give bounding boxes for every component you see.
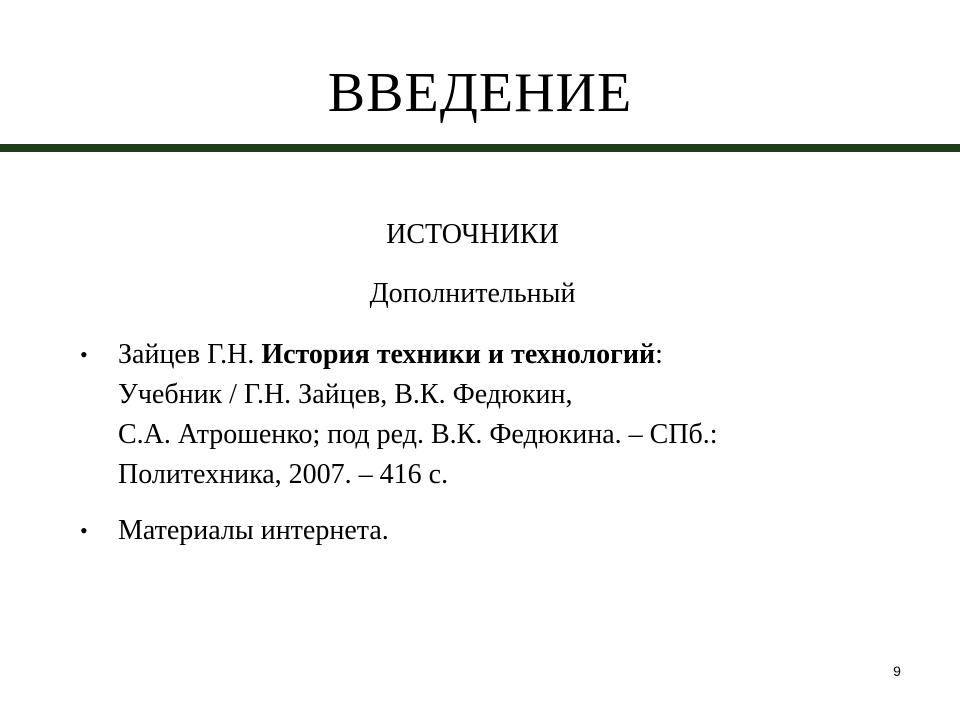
reference-author: Зайцев Г.Н. xyxy=(118,339,262,370)
sources-heading: ИСТОЧНИКИ xyxy=(386,219,559,250)
sources-list xyxy=(0,335,880,551)
reference-colon: : xyxy=(655,339,663,370)
reference-line-2: Учебник / Г.Н. Зайцев, В.К. Федюкин, xyxy=(118,379,573,410)
list-item xyxy=(0,335,880,495)
internet-materials-text: Материалы интернета. xyxy=(118,515,389,546)
page-number: 9 xyxy=(893,663,901,679)
reference-line-4: Политехника, 2007. – 416 с. xyxy=(118,459,449,490)
list-item xyxy=(0,511,880,551)
title-divider xyxy=(0,144,960,152)
additional-subheading: Дополнительный xyxy=(369,278,576,309)
bullet-icon: • xyxy=(80,342,88,367)
bullet-icon: • xyxy=(80,518,88,543)
reference-line-3: С.А. Атрошенко; под ред. В.К. Федюкина. – СПб.: xyxy=(118,419,718,450)
reference-book-title: История техники и технологий xyxy=(261,339,656,370)
reference-line-1 xyxy=(118,335,880,375)
slide-title: ВВЕДЕНИЕ xyxy=(327,62,633,124)
